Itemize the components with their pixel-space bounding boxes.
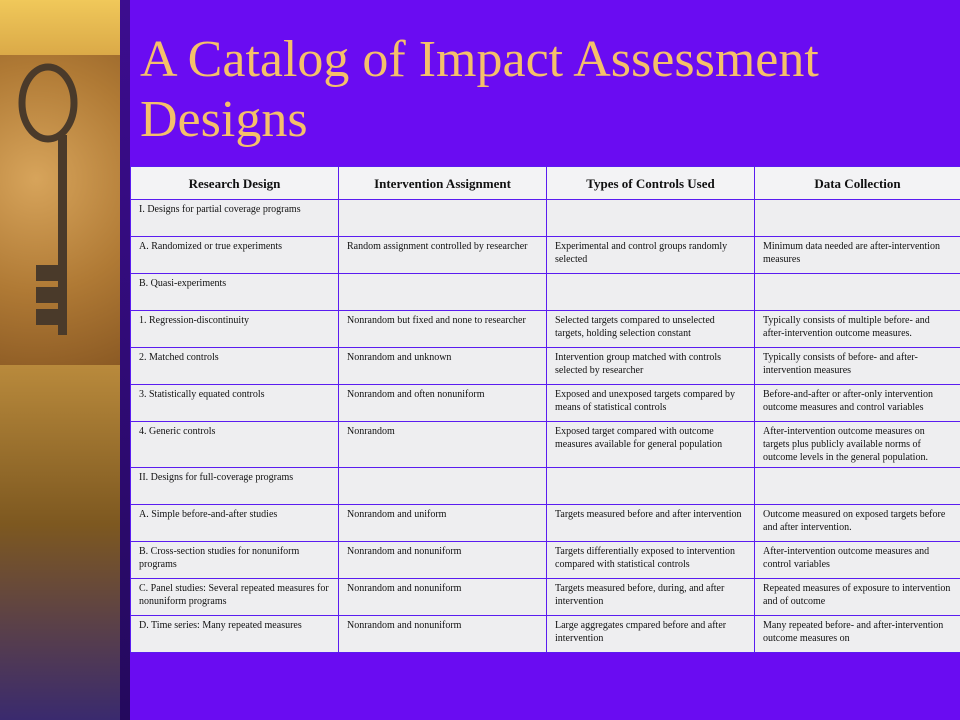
cell-data-collection: Outcome measured on exposed targets before and after intervention. bbox=[755, 505, 960, 542]
divider-stripe bbox=[120, 0, 130, 720]
cell-controls-used bbox=[547, 274, 755, 311]
cell-intervention-assignment: Random assignment controlled by researcher bbox=[339, 237, 547, 274]
cell-data-collection: Minimum data needed are after-intervention measures bbox=[755, 237, 960, 274]
table-row bbox=[131, 505, 960, 542]
cell-controls-used: Intervention group matched with controls selected by researcher bbox=[547, 348, 755, 385]
cell-data-collection: After-intervention outcome measures and control variables bbox=[755, 542, 960, 579]
cell-intervention-assignment: Nonrandom but fixed and none to researcher bbox=[339, 311, 547, 348]
cell-controls-used: Selected targets compared to unselected targets, holding selection constant bbox=[547, 311, 755, 348]
cell-controls-used: Experimental and control groups randomly selected bbox=[547, 237, 755, 274]
cell-data-collection: Repeated measures of exposure to intervention and of outcome bbox=[755, 579, 960, 616]
cell-controls-used bbox=[547, 468, 755, 505]
cell-controls-used: Targets differentially exposed to intervention compared with statistical controls bbox=[547, 542, 755, 579]
table-row bbox=[131, 311, 960, 348]
cell-intervention-assignment: Nonrandom and nonuniform bbox=[339, 579, 547, 616]
table-row bbox=[131, 348, 960, 385]
cell-intervention-assignment bbox=[339, 200, 547, 237]
cell-data-collection: Typically consists of before- and after-intervention measures bbox=[755, 348, 960, 385]
designs-table bbox=[130, 166, 960, 653]
cell-intervention-assignment: Nonrandom and nonuniform bbox=[339, 616, 547, 653]
header-data-collection: Data Collection bbox=[755, 167, 960, 200]
cell-controls-used: Exposed target compared with outcome measures available for general population bbox=[547, 422, 755, 468]
cell-data-collection: Typically consists of multiple before- and after-intervention outcome measures. bbox=[755, 311, 960, 348]
antique-key-image bbox=[0, 55, 120, 365]
table-row bbox=[131, 200, 960, 237]
cell-intervention-assignment: Nonrandom and often nonuniform bbox=[339, 385, 547, 422]
gradient-band bbox=[0, 365, 120, 720]
cell-research-design: 3. Statistically equated controls bbox=[131, 385, 339, 422]
cell-research-design: C. Panel studies: Several repeated measures for nonuniform programs bbox=[131, 579, 339, 616]
cell-research-design: 4. Generic controls bbox=[131, 422, 339, 468]
cell-intervention-assignment bbox=[339, 468, 547, 505]
table-row bbox=[131, 385, 960, 422]
gold-band bbox=[0, 0, 120, 60]
cell-research-design: B. Quasi-experiments bbox=[131, 274, 339, 311]
cell-research-design: I. Designs for partial coverage programs bbox=[131, 200, 339, 237]
cell-controls-used: Exposed and unexposed targets compared by means of statistical controls bbox=[547, 385, 755, 422]
table-header-row bbox=[131, 167, 960, 200]
slide-title: A Catalog of Impact Assessment Designs bbox=[140, 31, 819, 148]
cell-data-collection: After-intervention outcome measures on targets plus publicly available norms of outcome levels in the general population. bbox=[755, 422, 960, 468]
cell-controls-used: Targets measured before, during, and after intervention bbox=[547, 579, 755, 616]
cell-research-design: A. Randomized or true experiments bbox=[131, 237, 339, 274]
table-row bbox=[131, 468, 960, 505]
cell-research-design: D. Time series: Many repeated measures bbox=[131, 616, 339, 653]
cell-intervention-assignment bbox=[339, 274, 547, 311]
header-types-of-controls: Types of Controls Used bbox=[547, 167, 755, 200]
decorative-side-panel bbox=[0, 0, 120, 720]
header-research-design: Research Design bbox=[131, 167, 339, 200]
cell-research-design: 1. Regression-discontinuity bbox=[131, 311, 339, 348]
cell-intervention-assignment: Nonrandom and nonuniform bbox=[339, 542, 547, 579]
cell-data-collection bbox=[755, 200, 960, 237]
cell-intervention-assignment: Nonrandom and unknown bbox=[339, 348, 547, 385]
cell-data-collection bbox=[755, 468, 960, 505]
cell-research-design: A. Simple before-and-after studies bbox=[131, 505, 339, 542]
cell-data-collection: Before-and-after or after-only intervention outcome measures and control variables bbox=[755, 385, 960, 422]
cell-controls-used bbox=[547, 200, 755, 237]
header-intervention-assignment: Intervention Assignment bbox=[339, 167, 547, 200]
table-row bbox=[131, 616, 960, 653]
cell-data-collection: Many repeated before- and after-intervention outcome measures on bbox=[755, 616, 960, 653]
cell-data-collection bbox=[755, 274, 960, 311]
table-row bbox=[131, 542, 960, 579]
cell-intervention-assignment: Nonrandom and uniform bbox=[339, 505, 547, 542]
cell-research-design: 2. Matched controls bbox=[131, 348, 339, 385]
cell-research-design: II. Designs for full-coverage programs bbox=[131, 468, 339, 505]
cell-controls-used: Large aggregates cmpared before and after intervention bbox=[547, 616, 755, 653]
table-row bbox=[131, 422, 960, 468]
table-row bbox=[131, 274, 960, 311]
table-row bbox=[131, 579, 960, 616]
key-icon bbox=[0, 55, 120, 365]
cell-intervention-assignment: Nonrandom bbox=[339, 422, 547, 468]
table-row bbox=[131, 237, 960, 274]
cell-controls-used: Targets measured before and after intervention bbox=[547, 505, 755, 542]
cell-research-design: B. Cross-section studies for nonuniform programs bbox=[131, 542, 339, 579]
